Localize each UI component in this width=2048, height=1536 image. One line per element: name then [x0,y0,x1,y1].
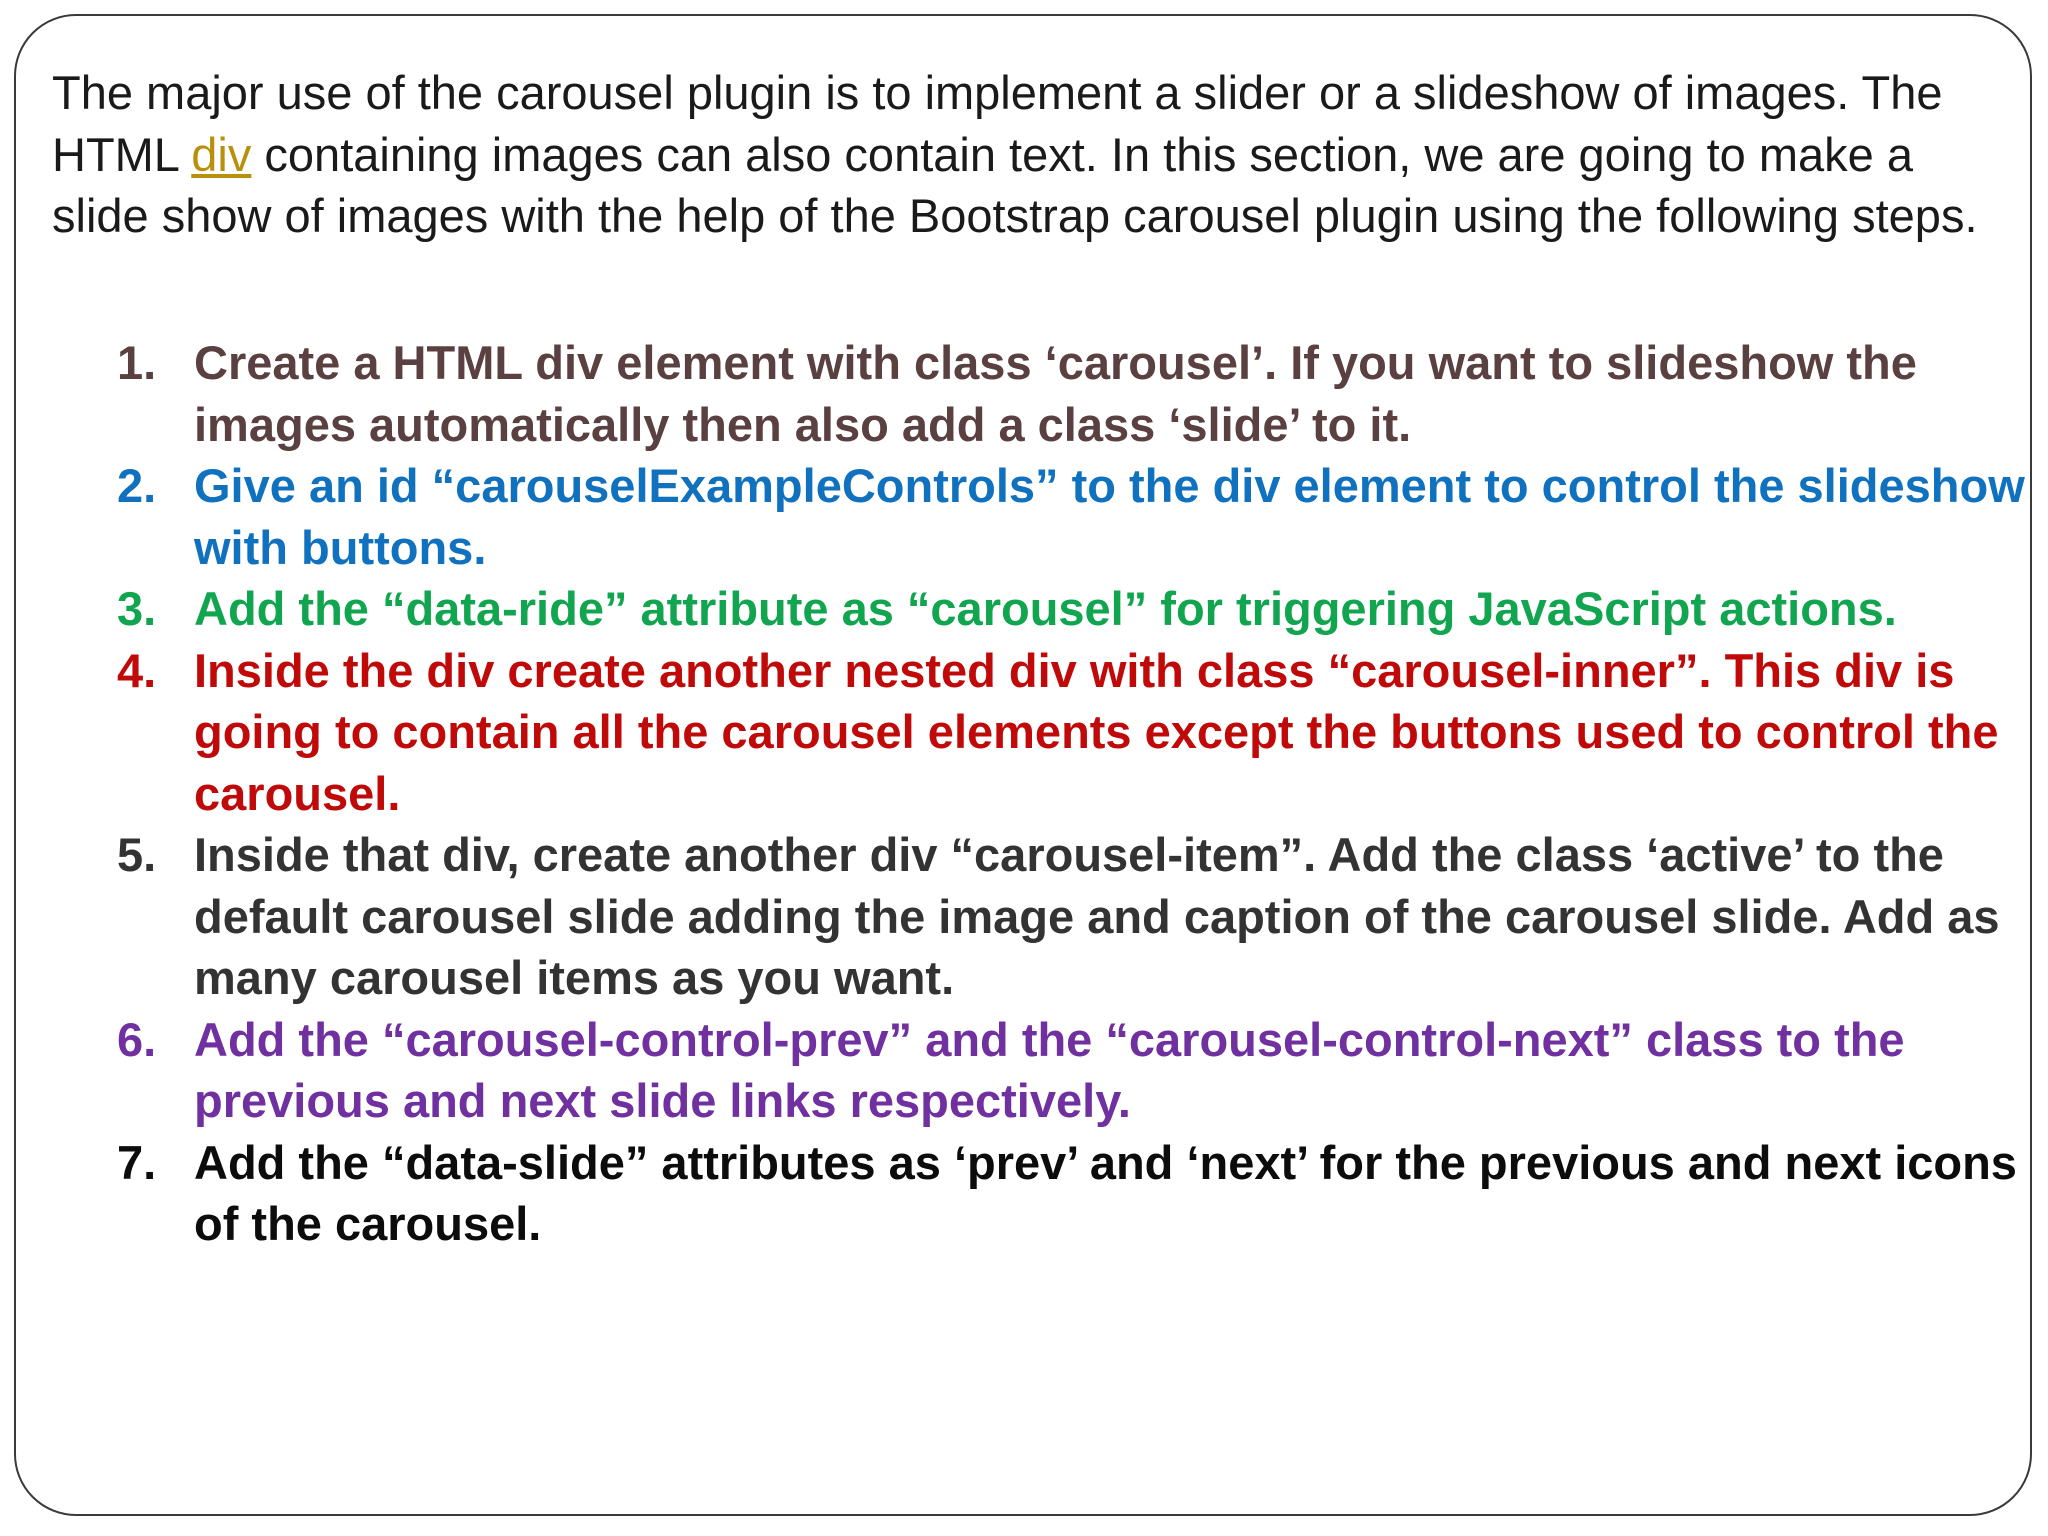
step-number: 7. [117,1135,157,1189]
step-6 [0,1009,2030,1132]
intro-text-after-link: containing images can also contain text. In this section, we are going to make a slide show of images with the help of the Bootstrap carousel plugin using the following steps. [52,127,1978,242]
step-number: 3. [117,582,157,635]
step-2 [0,455,2030,578]
step-text: Inside that div, create another div “carousel-item”. Add the class ‘active’ to the default carousel slide adding the image and caption of the carousel slide. Add as many carousel items as you want. [194,828,2000,1004]
div-link[interactable]: div [191,127,252,181]
step-text: Give an id “carouselExampleControls” to the div element to control the slideshow with buttons. [194,459,2025,574]
intro-paragraph [52,62,2012,247]
step-text: Add the “carousel-control-prev” and the “carousel-control-next” class to the previous and next slide links respectively. [194,1012,1905,1127]
step-number: 2. [117,459,157,512]
intro-text-before-link: The major use of the carousel plugin is to implement a slider or a slideshow of images. The HTML [52,66,1943,181]
step-text: Inside the div create another nested div with class “carousel-inner”. This div is going to contain all the carousel elements except the buttons used to control the carousel. [194,643,1999,820]
steps-list [0,332,2030,1255]
step-number: 6. [117,1012,157,1066]
step-number: 5. [117,828,157,881]
step-7 [0,1132,2030,1255]
step-number: 4. [117,643,157,697]
step-1 [0,332,2030,455]
step-text: Add the “data-ride” attribute as “carousel” for triggering JavaScript actions. [194,582,1897,635]
step-3 [0,578,2030,640]
step-4 [0,640,2030,825]
step-text: Create a HTML div element with class ‘carousel’. If you want to slideshow the images automatically then also add a class ‘slide’ to it. [194,336,1917,451]
step-number: 1. [117,336,157,389]
step-5 [0,824,2030,1009]
step-text: Add the “data-slide” attributes as ‘prev’ and ‘next’ for the previous and next icons of the carousel. [194,1135,2017,1250]
